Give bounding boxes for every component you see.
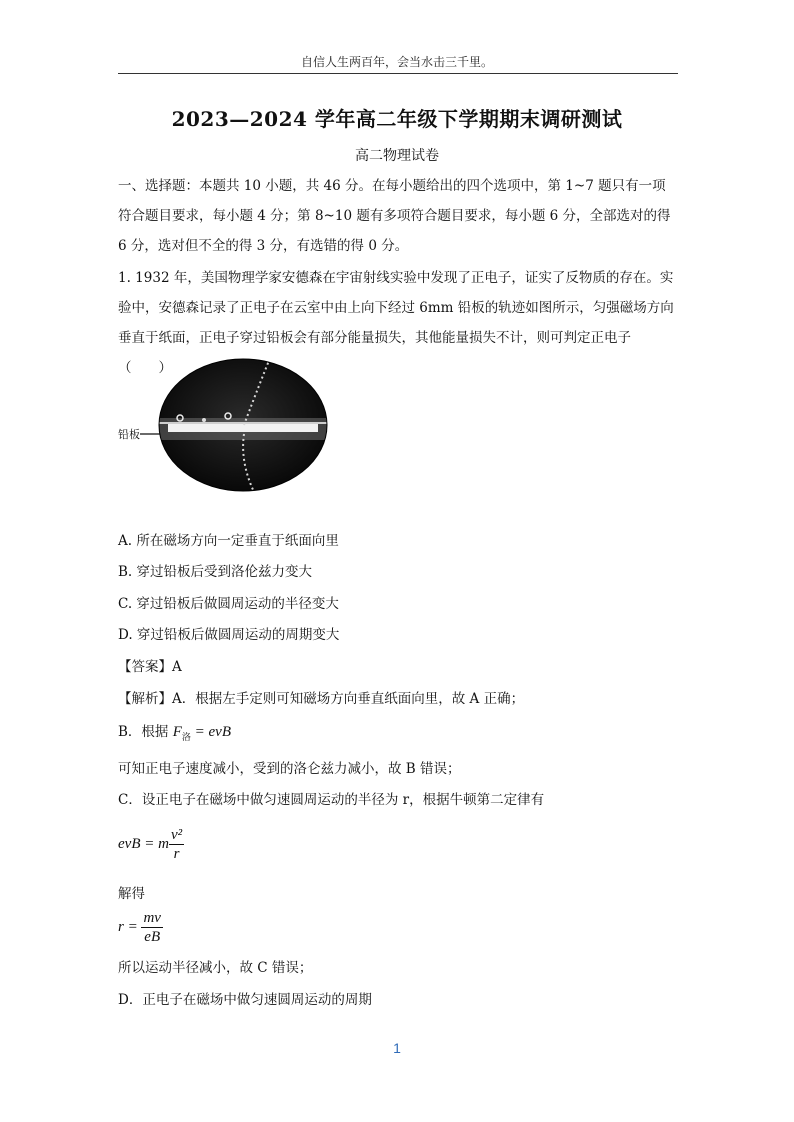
page-title: 2023—2024 学年高二年级下学期期末调研测试 (171, 107, 623, 131)
analysis-d-intro: D．正电子在磁场中做匀速圆周运动的周期 (118, 992, 372, 1008)
analysis-a: 【解析】A．根据左手定则可知磁场方向垂直纸面向里，故 A 正确； (118, 691, 525, 707)
cloud-chamber-photo (158, 358, 328, 492)
formula-newton: evB = m $\frac{\text{v²}}{r}$ (118, 827, 183, 862)
formula-radius: r = $\frac{mv}{eB}$ (118, 910, 161, 945)
option-a: A. 所在磁场方向一定垂直于纸面向里 (118, 533, 339, 549)
lead-plate-label: 铅板 (118, 428, 140, 441)
section-intro: 一、选择题：本题共 10 小题，共 46 分。在每小题给出的四个选项中，第 1~7 题只有一项符合题目要求，每小题 4 分；第 8~10 题有多项符合题目要求，每小题 6 分，全部选对的得 6 分，选对但不全的得 3 分，有选错的得 0 分。 (118, 178, 671, 254)
answer: 【答案】A (118, 659, 182, 675)
header-rule (118, 73, 678, 74)
analysis-b-prefix: B．根据 (118, 724, 169, 740)
page-number: 1 (393, 1040, 401, 1056)
analysis-b-conclusion: 可知正电子速度减小，受到的洛仑兹力减小，故 B 错误； (118, 761, 461, 777)
analysis-c-intro: C．设正电子在磁场中做匀速圆周运动的半径为 r，根据牛顿第二定律有 (118, 792, 545, 808)
option-c: C. 穿过铅板后做圆周运动的半径变大 (118, 596, 339, 612)
analysis-c-conclusion: 所以运动半径减小，故 C 错误； (118, 960, 313, 976)
formula-lorentz: $F_洛$ = evB (172, 724, 232, 742)
header-motto: 自信人生两百年，会当水击三千里。 (300, 55, 493, 69)
cloud-chamber-figure (118, 358, 328, 492)
question-1-stem: 1. 1932 年，美国物理学家安德森在宇宙射线实验中发现了正电子，证实了反物质的存在。实验中，安德森记录了正电子在云室中由上向下经过 6mm 铅板的轨迹如图所示，匀强磁场方向垂直于纸面，正电子穿过铅板会有部分能量损失，其他能量损失不计，则可判定正电子（ ） (118, 270, 674, 376)
option-d: D. 穿过铅板后做圆周运动的周期变大 (118, 627, 340, 643)
analysis-b (118, 720, 231, 743)
option-b: B. 穿过铅板后受到洛伦兹力变大 (118, 564, 313, 580)
page-subtitle: 高二物理试卷 (355, 148, 439, 164)
analysis-c-solve: 解得 (118, 886, 145, 902)
